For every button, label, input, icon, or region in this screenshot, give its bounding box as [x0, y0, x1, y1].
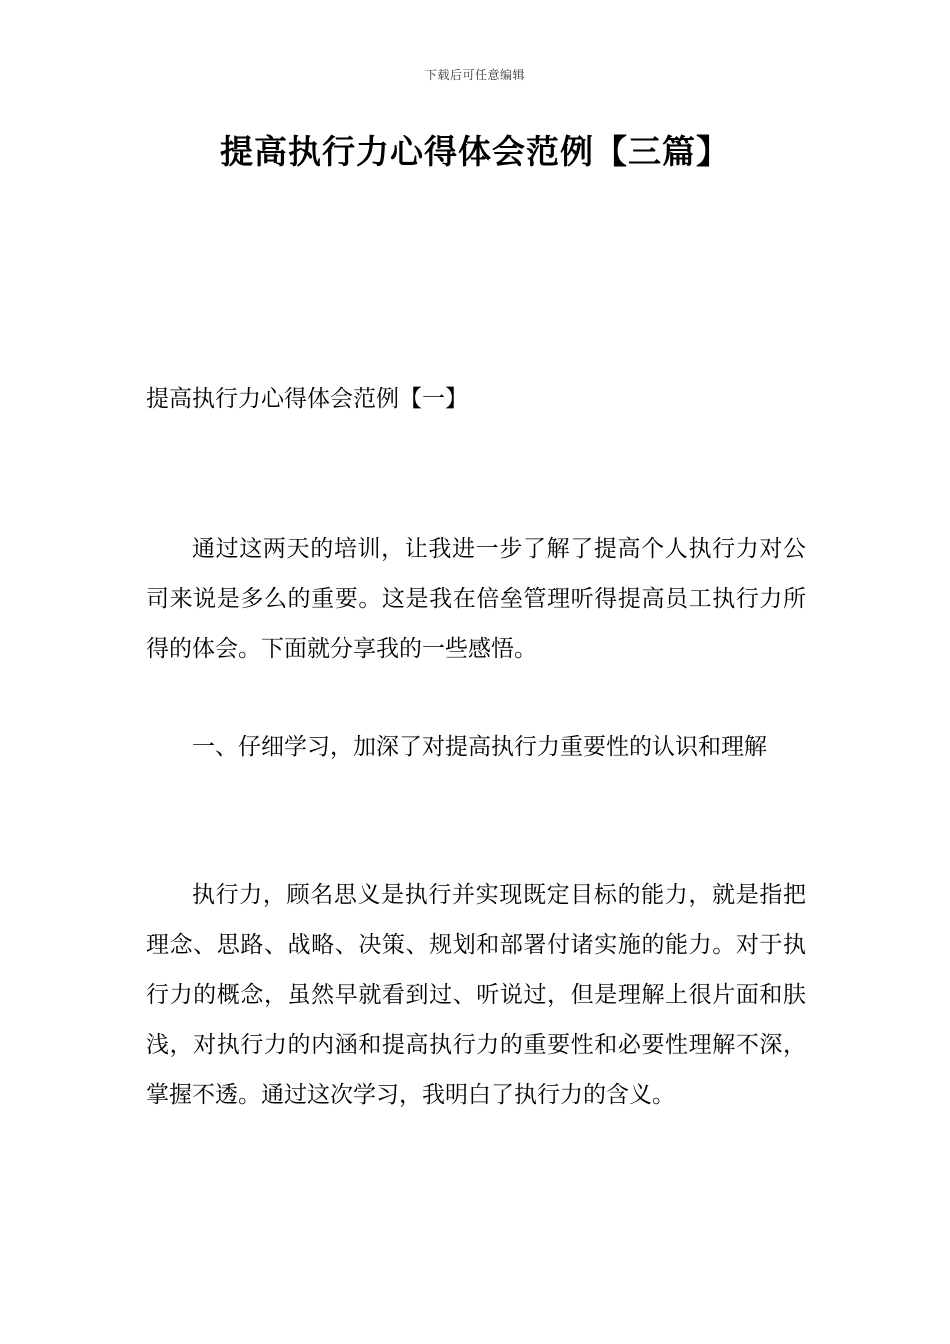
body-paragraph: 一、仔细学习，加深了对提高执行力重要性的认识和理解: [192, 734, 767, 760]
body-paragraph: 通过这两天的培训，让我进一步了解了提高个人执行力对公司来说是多么的重要。这是我在倍垒管理听得提高员工执行力所得的体会。下面就分享我的一些感悟。: [146, 536, 806, 662]
header-note: 下载后可任意编辑: [424, 68, 525, 82]
body-paragraph: 执行力，顾名思义是执行并实现既定目标的能力，就是指把理念、思路、战略、决策、规划和部署付诸实施的能力。对于执行力的概念，虽然早就看到过、听说过，但是理解上很片面和肤浅，对执行力的内涵和提高执行力的重要性和必要性理解不深，掌握不透。通过这次学习，我明白了执行力的含义。: [146, 882, 806, 1108]
document-title: 提高执行力心得体会范例【三篇】: [220, 132, 730, 171]
section-heading: 提高执行力心得体会范例【一】: [146, 386, 468, 412]
